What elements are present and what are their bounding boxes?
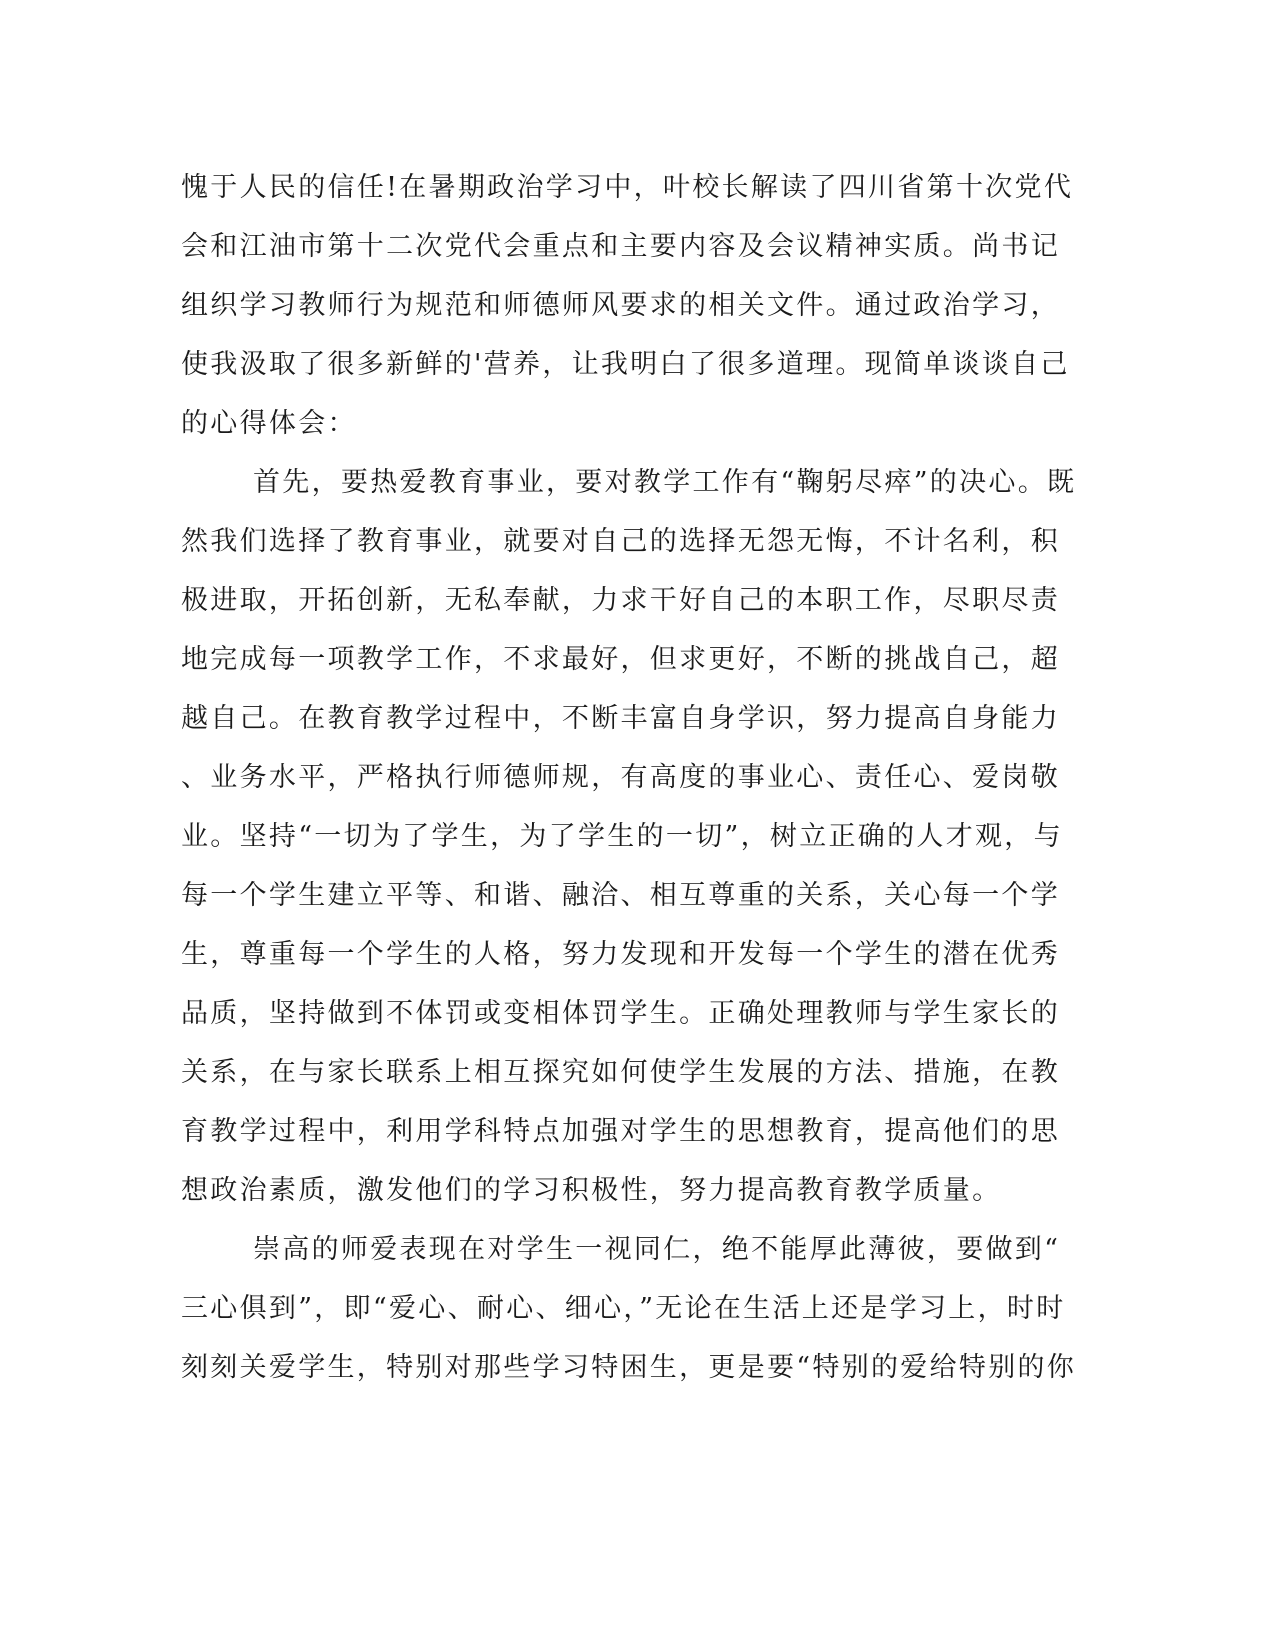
text-line: 每一个学生建立平等、和谐、融洽、相互尊重的关系，关心每一个学 [181,880,1060,911]
text-line: 育教学过程中，利用学科特点加强对学生的思想教育，提高他们的思 [181,1116,1060,1147]
text-line: 关系，在与家长联系上相互探究如何使学生发展的方法、措施，在教 [181,1057,1060,1088]
text-line: 然我们选择了教育事业，就要对自己的选择无怨无悔，不计名利，积 [181,526,1060,557]
text-line: 使我汲取了很多新鲜的'营养，让我明白了很多道理。现简单谈谈自己 [181,349,1070,380]
text-line: 品质，坚持做到不体罚或变相体罚学生。正确处理教师与学生家长的 [181,998,1060,1029]
paragraph-first-line: 崇高的师爱表现在对学生一视同仁，绝不能厚此薄彼，要做到“ [253,1234,1061,1265]
text-line: 越自己。在教育教学过程中，不断丰富自身学识，努力提高自身能力 [181,703,1060,734]
text-line: 的心得体会： [181,408,357,439]
paragraph-first-line: 首先，要热爱教育事业，要对教学工作有“鞠躬尽瘁”的决心。既 [253,467,1077,498]
text-line: 会和江油市第十二次党代会重点和主要内容及会议精神实质。尚书记 [181,231,1060,262]
text-line: 刻刻关爱学生，特别对那些学习特困生，更是要“特别的爱给特别的你 [181,1352,1077,1383]
text-line: 三心俱到”，即“爱心、耐心、细心，”无论在生活上还是学习上，时时 [181,1293,1066,1324]
text-line: 愧于人民的信任!在暑期政治学习中，叶校长解读了四川省第十次党代 [181,172,1074,203]
text-line: 地完成每一项教学工作，不求最好，但求更好，不断的挑战自己，超 [181,644,1060,675]
body-text [181,158,1077,1397]
text-line: 业。坚持“一切为了学生，为了学生的一切”，树立正确的人才观，与 [181,821,1063,852]
text-line: 生，尊重每一个学生的人格，努力发现和开发每一个学生的潜在优秀 [181,939,1060,970]
text-line: 、业务水平，严格执行师德师规，有高度的事业心、责任心、爱岗敬 [181,762,1060,793]
text-line: 组织学习教师行为规范和师德师风要求的相关文件。通过政治学习， [181,290,1060,321]
text-line: 极进取，开拓创新，无私奉献，力求干好自己的本职工作，尽职尽责 [181,585,1060,616]
text-line: 想政治素质，激发他们的学习积极性，努力提高教育教学质量。 [181,1175,1002,1206]
